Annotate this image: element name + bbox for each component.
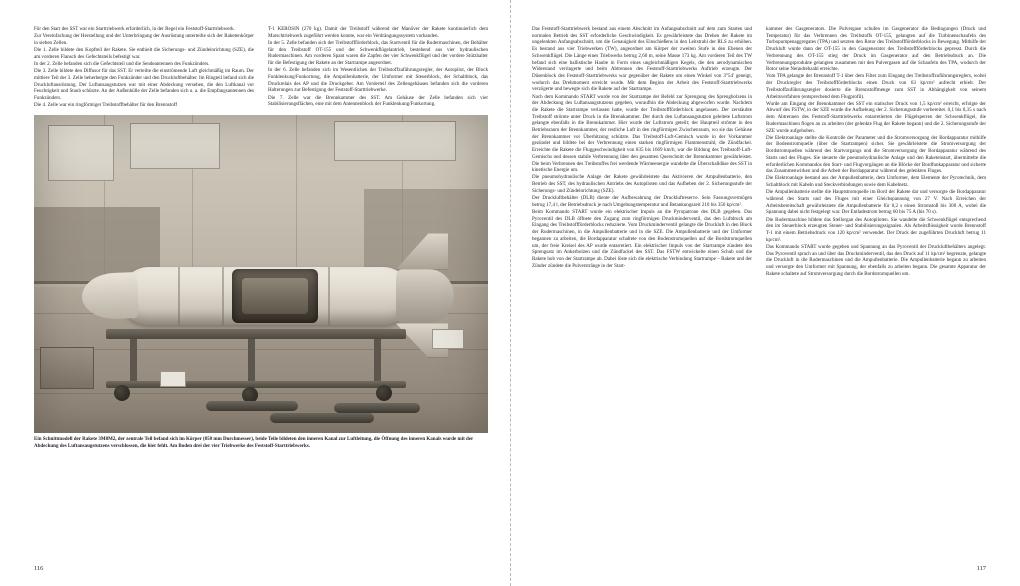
hall-window [334,121,456,161]
cradle-leg [374,339,381,385]
cradle-leg [248,339,255,385]
missile-nose-cone [81,272,139,320]
paragraph: Das Feststoff-Starttriebwerk bestand aus einem Abschnitt im Anfangsabschnitt auf dem zum Starten und normalen Betrieb des SST erforderliche Geschwindigkeit. Es gewährleistete das Drehen der Rakete im ungelenkten Anfangsabschnitt, um die Genauigkeit des Einschießens in den Leitstrahl der RLS zu erhöhen. Es bestand aus vier Triebwerken (TW), angeordnet am Körper der zweiten Stufe in den Ebenen der Schwenkflügel. Die Länge eines Triebwerks betrug 2,60 m, seine Masse 173 kg. Am vorderen Teil des TW befand sich eine ballistische Haube in Form eines ungleichmäßigen Kegels, die den aerodynamischen Widerstand verringerte und beim Abtrennen des Feststoff-Starttriebwerks Auftrieb erzeugte. Der Düsenblock des Feststoff-Starttriebwerks war gegenüber der Rakete um einen Winkel von 3°54' geneigt, wodurch das Drehmoment erreicht wurde. Mit dem Beginn der Arbeit des Feststoff-Starttriebwerks verzögerte und bewegte sich die Rakete auf der Startrampe. [532,26,752,93]
booster-motor-exhibit [270,413,374,423]
paragraph: kammer des Gasgenerators. Die Pulvergase schufen im Gasgenerator die Bedingungen (Druck und Temperatur) für das Verbrennen des Treibstoffs OT-155, gelangten auf die Turbinenschaufeln des Turbopumpenaggregates (TPA) und setzten den Rotor des Treibstoffförderblocks in Bewegung. Mithilfe der Druckluft wurde dann der OT-155 in den Gasgenerator des Treibstoffförderblocks gepresst. Durch die Verbrennung des OT-155 stieg der Druck im Gasgenerator auf den Betriebsdruck an. Die Verbrennungsprodukte gelangten zusammen mit den Pulvergasen auf die Schaufeln des TPA, wodurch der Rotor seine Nenndrehzahl erreichte. [766,26,986,73]
paragraph: Der Druckluftbehälter (DLB) diente der Aufbewahrung der Druckluftreserve. Sein Fassungsvermögen betrug 17,4 l, der Betriebsdruck je nach Umgebungstemperatur und Betankungszeit 210 bis 350 kp/cm². [532,195,752,208]
missile-tail [396,269,454,323]
hall-window [130,123,220,169]
column-1 [34,26,254,109]
page-number-left: 116 [34,565,44,572]
booster-motor-exhibit [334,403,420,413]
paragraph: In der 6. Zelle befanden sich im Wesentlichen der Treibstoffzuführungsregler, der Autopilot, der Block Funklenkung/Funkortung, die Ampullenbatterie, der Umformer mit Steuerblock, der Schaltblock, das Druckrelais des AP und die Druckgeber. Am Vorderteil des Zellengehäuses befanden sich die vorderen Halterungen zur Befestigung der Feststoff-Starttriebwerke. [268,67,488,94]
floor-line [34,349,488,350]
paragraph: In der 5. Zelle befanden sich der Treibstoffförderblock, das Startventil für die Rudermaschinen, der Behälter für den Treibstoff OT-155 und der Schwenkflügelantrieb, bestehend aus vier hydraulischen Rudermaschinen. Am vorderen Spant waren die Zapfen der vier Schwenkflügel und der vordere Stützhalter für die Befestigung der Rakete an der Startrampe angeordnet. [268,39,488,67]
page-right [510,0,1020,586]
floor-line [34,393,488,394]
column-2 [268,26,488,109]
cutaway-missile-model-photo [34,115,488,433]
display-cradle-beam [106,329,406,339]
paragraph: Vom TPA gelangte der Brennstoff T-1 über dem Filter zum Eingang des Treibstoffzuführungsreglers, wobei der Druckregler des Treibstoffförderblocks einen Druck von 63 kp/cm² aufrecht erhielt. Der Treibstoffzuführungsregler dosierte die Brennstoffmenge zum SST in Abhängigkeit von seinem Arbeitsverfahren (entsprechend dem Flugprofil). [766,73,986,100]
paragraph: In der 2. Zelle befanden sich die Gefechtsteil und die Sendeantennen des Funkzünders. [34,61,210,68]
missile-cutaway [82,253,454,339]
page-number-right: 117 [976,565,986,572]
right-text-columns [532,26,986,278]
cradle-leg [130,339,137,385]
spread-gutter [510,0,511,586]
paragraph: Für den Start des SST war ein Starttriebwerk erforderlich, in der Regel ein Feststoff-Starttriebwerk. [34,26,235,32]
paragraph: Die Elektroanlage stellte die Kontrolle der Parameter und die Stromversorgung der Bordapparatur mithilfe der Bodenstromquelle (über die Startrampen) sicher. Sie gewährleistete die Stromversorgung der Bordstromquellen während des Startvorgangs und die Stromversorgung der Bordapparatur während des Starts und des Fluges. Sie steuerte die pneumohydraulische Anlage und den Raketenstart, übermittelte die erforderlichen Kommandos den Start- und Flugvorgängen an die Blöcke der Bordfunkapparatur und sicherte das Zusammenwirken und die Arbeit der Bordapparatur während des gelenkten Fluges. [766,134,986,175]
exhibit-crate [40,347,94,389]
paragraph: Die 3. Zelle bildete den Diffusor für das SST. Er verteilte die einströmende Luft gleichmäßig im Raum. Der mittlere Teil der 3. Zelle beherbergte den Funkzünder und den Druckluftbehälter. Im Ringteil befand sich die Druckluftausrüstung. Der Luftansaugstutzen war mit einer Abdeckung versehen, die den Luftkanal vor Feuchtigkeit und Staub schützte. An der Außenhülle der Zelle befanden sich u. a. die Empfangsantennen des Funkzünders. [34,68,254,102]
paragraph: Wurde am Eingang der Brennkammer des SST ein statischer Druck von 1,5 kp/cm² erreicht, erfolgte der Abwurf des FSTW, in der SZE wurde die Aufhebung der 2. Sicherungsstufe vorbereitet. 0,1 bis 0,35 s nach dem Abtrennen des Feststoff-Starttriebwerks entarretierten die Flügelsperren der Schwenkflügel, die Rudermaschinen flogen an zu arbeiten (der gelenkte Flug der Rakete begann) und die 2. Sicherungsstufe der SZE wurde aufgehoben. [766,100,986,134]
paragraph: Beim Kommando START wurde ein elektrischer Impuls an die Pyropatrone des DLB gegeben. Das Pyroventil des DLB öffnete den Zugang zum ringförmigen Druckminderventil, das den Luftdruck am Eingang des Treibstoffförderblocks reduzierte. Vom Druckminderventil gelangte die Druckluft in den Block der Rudermaschinen, in die Ampullenbatterie und in die SZE. Die Ampullenbatterie und der Umformer begannen zu arbeiten, die Bordapparatur schaltete von den Bodenstromquellen auf die Bordstromquellen um, der freie Kreisel des AP wurde entarretiert. Ein elektrischer Impuls von der Startrampe zündete den Sprengsatz im Ankerbolzen und die Zündfackel des SST. Das FSTW entwickelte einen Schub und die Rakete hob von der Startrampe ab. Dabei löste sich die elektrische Verbindung Startrampe – Rakete und der Zünder zündete die Pulverstränge in der Start- [532,208,752,269]
body-seam [178,267,180,325]
paragraph: Das Kommando START wurde gegeben und Spannung an das Pyroventil der Druckluftbehälters angelegt. Das Pyroventil sprach an und über das Druckminderventil, das den Druck auf 11 kp/cm² begrenzte, gelangte die Druckluft in die Rudermaschinen und die Ampullenbatterie. Die Ampullenbatterie begann zu arbeiten und versorgte den Umformer mit Spannung, der ebenfalls zu arbeiten begann. Die gesamte Apparatur der Rakete schaltete auf Stromversorgung durch die Bordstromquellen um. [766,244,986,277]
cradle-base [106,381,406,388]
column-4 [766,26,986,278]
booster-motor-exhibit [206,401,298,411]
paragraph: Die pneumohydraulische Anlage der Rakete gewährleistete das Aktivieren der Ampullenbatterie, den Betrieb des SST, des hydraulischen Antriebs des Autopiloten und das Aufheben der 2. Sicherungsstufe der Sicherungs- und Zündeinrichtung (SZE). [532,174,752,194]
paragraph: Die 1. Zelle bildete den Kopfteil der Rakete. Sie enthielt die Sicherungs- und Zündeinrichtung (SZE), die am vorderen Flansch des Gefechtsteils befestigt war. [34,47,254,60]
paragraph: T-1 KEROSIN (270 kg). Damit der Treibstoff während der Manöver der Rakete kontinuierlich dem Marschtriebwerk zugeführt werden konnte, war ein Verdrängungssystem vorhanden. [268,26,488,39]
body-seam [222,267,224,325]
paragraph: Zur Vereinfachung der Herstellung und der Unterbringung der Ausrüstung unterteilte sich der Raketenkörper in sieben Zellen. [34,33,254,46]
left-text-columns [34,26,488,109]
paragraph: Die 4. Zelle war ein ringförmiger Treibstoffbehälter für den Brennstoff [34,102,178,109]
hall-window [48,125,114,181]
exhibit-placard [432,329,464,349]
paragraph: Die Elektroanlage bestand aus der Ampullenbatterie, dem Umformer, dem Elemente der Pyrotechnik, dem Schaltblock mit Kabeln und Steckverbindungen sowie dem Kabelnetz. [766,175,986,189]
column-3 [532,26,752,278]
figure [34,115,488,450]
figure-caption: Ein Schnittmodell der Rakete 3M8M2, der zentrale Teil befand sich im Körper (850 mm Durchmesser), beide Teile bildeten den inneren Kanal zur Luftleitung, die Öffnung des inneren Kanals wurde mit der Abdeckung des Luftansaugstutzens verschlossen, die hier fehlt. Am Boden drei der vier Triebwerke des Feststoff-Starttriebwerks. [34,437,474,450]
paragraph: Nach dem Kommando START wurde von der Startrampe der Befehl zur Sprengung des Sprengbolzens in der Abdeckung des Luftansaugstutzens gegeben, woraufhin die Abdeckung abgeworfen wurde. Nachdem die Rakete die Startrampe verlassen hatte, wurde der Treibstoffförderblock angelassen. Der zerstäubte Treibstoff strömte unter Druck in die Brennkammer. Der durch den Luftansaugstutzen geleitete Luftstrom gelangte ebenfalls in die Brennkammer. Hier wurde der Luftstrom geteilt; der Hauptteil strömte in den Betriebsraum der Brennkammer, der restliche Luft in den ringförmigen Zwischenraum, wo sie das Gehäuse der Brennkammer vor Überhitzung schützte. Das Treibstoff-Luft-Gemisch wurde in der Vorkammer gezündet und bildete bei der Verbrennung einen starken ringförmigen Flammenstrahl, die Zündfackel. Erreichte die Rakete die Fluggeschwindigkeit von 835 bis 1669 km/h, war die Bildung des Treibstoff-Luft-Gemischs und dessen stabile Verbrennung über den gesamten Querschnitt der Brennkammer gewährleistet. Die beim Verbrennen des Treibstoffes frei werdende Wärmeenergie wandelte die Überschalldüse des SST in kinetische Energie um. [532,93,752,174]
paragraph: Die 7. Zelle war die Brennkammer des SST. Am Gehäuse der Zelle befanden sich vier Stabilisierungsflächen, eine mit dem Antennenblock der Funklenkung/Funkortung. [268,94,488,108]
paragraph: Die Rudermaschine bildete das Stellorgan des Autopiloten. Sie wandelte die Schwenkflügel entsprechend den im Steuerblock erzeugten Steuer- und Stabilisierungssignalen. Als Arbeitsflüssigkeit wurde Brennstoff T-1 mit einem Betriebsdruck von 120 kp/cm² verwendet. Der Druck der zugeführten Druckluft betrug 11 kp/cm². [766,216,986,243]
body-seam [328,267,330,325]
cutaway-section [232,269,318,323]
exhibit-placard [160,371,186,387]
cutaway-interior [242,278,308,314]
paragraph: Die Ampullenbatterie stellte die Hauptstromquelle im Bord der Rakete dar und versorgte die Bordapparatur während des Starts und des Fluges mit einer Gleichspannung von 27 V. Nach Erreichen der Arbeitsbereitschaft gewährleistete die Ampullenbatterie für 0,2 s einen Stromstoß bis 300 A, wobei die Spannung dabei nicht festgelegt war. Der Entladestrom betrug 60 bis 75 A (bis 70 s). [766,189,986,216]
